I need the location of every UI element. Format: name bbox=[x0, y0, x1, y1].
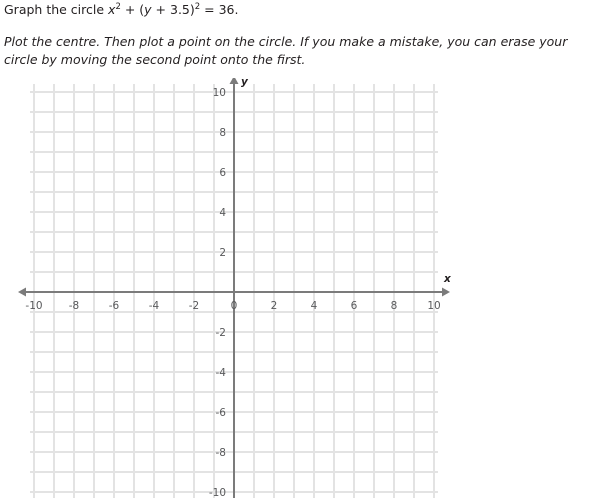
equation-group-exponent: 2 bbox=[194, 1, 201, 12]
x-axis-tick-label: 10 bbox=[427, 300, 441, 312]
x-axis-arrow-right bbox=[442, 288, 450, 297]
equation-y-variable: y bbox=[144, 2, 152, 17]
x-axis-tick-label: -6 bbox=[108, 300, 120, 312]
x-axis-tick-label: 4 bbox=[310, 300, 318, 312]
question-prefix: Graph the circle bbox=[4, 2, 109, 17]
y-axis-tick-label: 8 bbox=[219, 127, 226, 139]
graph-svg[interactable] bbox=[0, 78, 600, 498]
question-text bbox=[4, 2, 239, 18]
x-axis-arrow-left bbox=[18, 288, 26, 297]
x-axis-label: x bbox=[444, 273, 451, 285]
y-axis-tick-label: 6 bbox=[219, 167, 226, 179]
instructions-text: Plot the centre. Then plot a point on the circle. If you make a mistake, you can erase your circle by moving the second point onto the first. bbox=[4, 34, 568, 67]
y-axis-tick-label: 4 bbox=[219, 207, 226, 219]
axis-tick-labels bbox=[25, 78, 452, 498]
y-axis-tick-label: -2 bbox=[215, 327, 226, 339]
equation-equals-value: = 36. bbox=[200, 2, 239, 17]
x-axis-tick-label: 2 bbox=[270, 300, 278, 312]
equation-x-variable: x bbox=[108, 2, 116, 17]
x-axis-origin-label: 0 bbox=[230, 300, 238, 312]
equation-plus-open-paren: + ( bbox=[120, 2, 145, 17]
y-axis-arrow-top bbox=[230, 78, 239, 84]
y-axis-tick-label: -6 bbox=[215, 407, 226, 419]
equation-inner-term: + 3.5) bbox=[151, 2, 195, 17]
y-axis-tick-label: 10 bbox=[212, 87, 226, 99]
y-axis-tick-label: -10 bbox=[208, 487, 226, 498]
x-axis-tick-label: 8 bbox=[390, 300, 398, 312]
y-axis-tick-label: -4 bbox=[215, 367, 226, 379]
y-axis-label: y bbox=[241, 78, 248, 88]
x-axis-tick-label: -4 bbox=[148, 300, 160, 312]
x-axis-tick-label: -10 bbox=[25, 300, 43, 312]
axes bbox=[18, 78, 450, 498]
equation-x-exponent: 2 bbox=[115, 1, 121, 12]
x-axis-tick-label: -2 bbox=[188, 300, 200, 312]
y-axis-tick-label: -8 bbox=[215, 447, 226, 459]
y-axis-tick-label: 2 bbox=[219, 247, 226, 259]
coordinate-plane[interactable] bbox=[0, 78, 600, 498]
x-axis-tick-label: -8 bbox=[68, 300, 80, 312]
x-axis-tick-label: 6 bbox=[350, 300, 358, 312]
